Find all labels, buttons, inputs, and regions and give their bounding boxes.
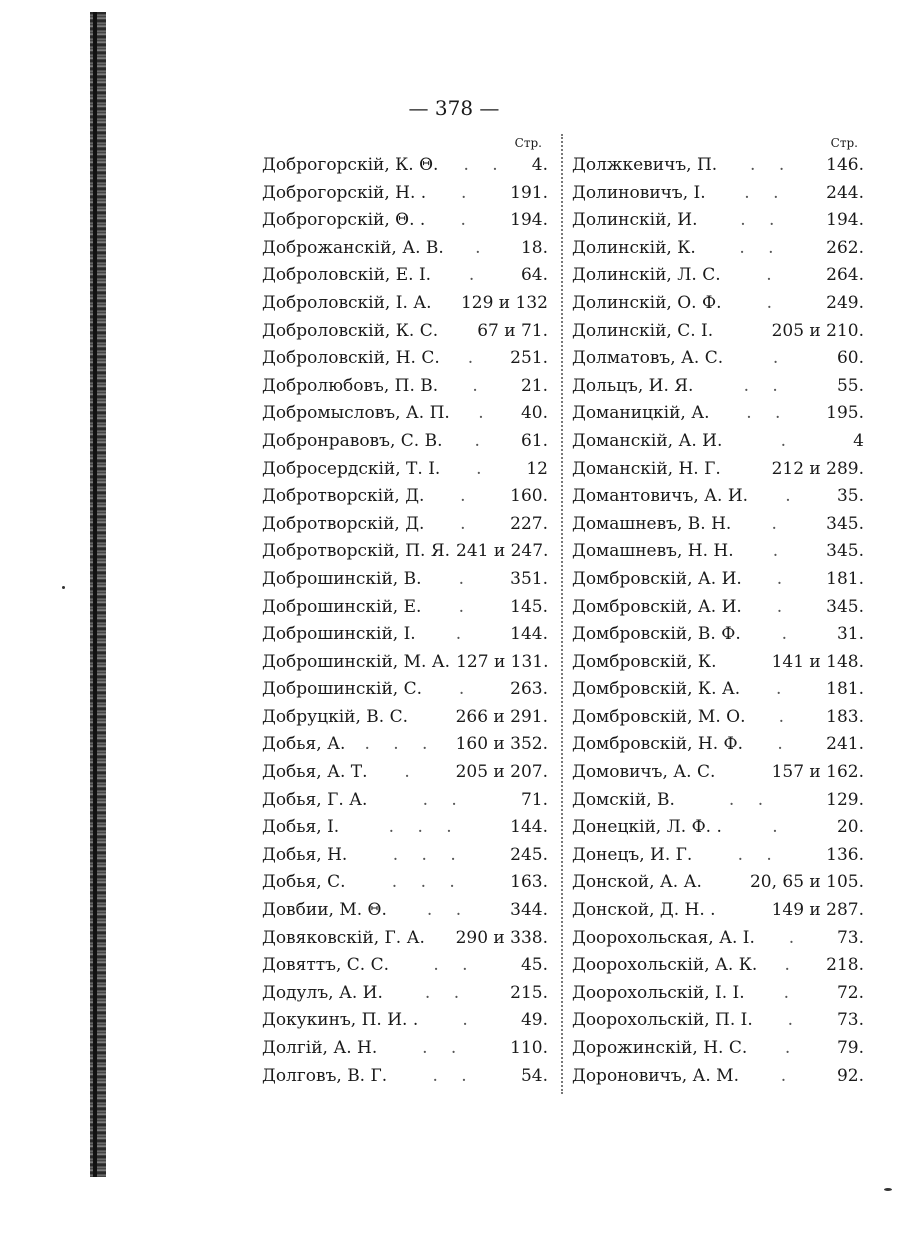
entry-name: Добротворскій, П. Я. xyxy=(262,541,450,562)
entry-page-ref: 20. xyxy=(836,817,864,838)
index-entry xyxy=(262,345,548,373)
entry-page-ref: 212 и 289. xyxy=(771,458,864,479)
entry-name: Доброловскій, К. С. xyxy=(262,320,439,341)
leader-dots: . . xyxy=(744,182,788,203)
entry-page-ref: 345. xyxy=(826,513,864,534)
entry-name: Добья, I. xyxy=(262,817,340,838)
entry-list-right xyxy=(572,152,864,1090)
entry-name: Доброшинскій, I. xyxy=(262,624,416,645)
index-entry xyxy=(572,483,864,511)
entry-page-ref: 160 и 352. xyxy=(455,734,548,755)
entry-name: Добролюбовъ, П. В. xyxy=(262,375,439,396)
entry-name: Добья, А. xyxy=(262,734,346,755)
entry-page-ref: 40. xyxy=(520,403,548,424)
entry-name: Добруцкій, В. С. xyxy=(262,706,409,727)
index-entry xyxy=(572,621,864,649)
entry-page-ref: 251. xyxy=(510,348,548,369)
index-entry xyxy=(572,1007,864,1035)
index-entry xyxy=(262,483,548,511)
index-entry xyxy=(572,731,864,759)
leader-dots: . xyxy=(785,486,800,507)
leader-dots: . . xyxy=(422,789,466,810)
entry-page-ref: 205 и 210. xyxy=(771,320,864,341)
leader-dots: . xyxy=(781,624,797,645)
page-number-header: — 378 — xyxy=(408,96,500,120)
leader-dots: . xyxy=(474,430,489,451)
entry-page-ref: 129 и 132 xyxy=(460,292,548,313)
leader-dots: . xyxy=(775,679,791,700)
leader-dots: . . xyxy=(433,955,477,976)
leader-dots: . . . xyxy=(364,734,437,755)
entry-page-ref: 241 и 247. xyxy=(456,541,549,562)
entry-page-ref: 191. xyxy=(510,182,548,203)
leader-dots: . xyxy=(766,265,781,286)
entry-page-ref: 49. xyxy=(520,1010,548,1031)
scan-speck xyxy=(884,1188,892,1191)
leader-dots: . . xyxy=(422,1038,466,1058)
entry-name: Долинскій, С. I. xyxy=(572,320,714,341)
entry-page-ref: 31. xyxy=(836,624,864,645)
entry-name: Донской, А. А. xyxy=(572,872,702,893)
entry-page-ref: 146. xyxy=(826,155,864,175)
leader-dots: . xyxy=(766,292,782,313)
index-entry xyxy=(262,814,548,842)
leader-dots: . . xyxy=(750,155,794,175)
index-entry xyxy=(572,152,864,180)
column-label-right: Стр. xyxy=(830,136,858,150)
entry-name: Доброгорскій, Н. . xyxy=(262,182,427,203)
leader-dots: . . xyxy=(743,375,787,396)
entry-name: Доброгорскій, Θ. . xyxy=(262,210,426,231)
index-entry xyxy=(262,759,548,787)
entry-name: Дольцъ, И. Я. xyxy=(572,375,694,396)
index-entry xyxy=(572,842,864,870)
entry-page-ref: 72. xyxy=(836,982,864,1003)
entry-page-ref: 4. xyxy=(531,155,548,175)
index-entry xyxy=(262,1035,548,1063)
index-entry xyxy=(262,594,548,622)
entry-page-ref: 110. xyxy=(510,1038,548,1058)
entry-name: Дороновичъ, А. М. xyxy=(572,1065,739,1086)
entry-page-ref: 290 и 338. xyxy=(455,927,548,948)
entry-name: Добья, С. xyxy=(262,872,346,893)
leader-dots: . xyxy=(472,375,487,396)
entry-name: Докукинъ, П. И. . xyxy=(262,1010,419,1031)
leader-dots: . . xyxy=(739,237,783,258)
entry-page-ref: 54. xyxy=(520,1065,548,1086)
entry-name: Доорохольскій, А. К. xyxy=(572,955,758,976)
leader-dots: . . . xyxy=(391,872,464,893)
entry-page-ref: 345. xyxy=(826,596,864,617)
index-entry xyxy=(572,428,864,456)
entry-page-ref: 60. xyxy=(836,348,864,369)
index-entry xyxy=(262,262,548,290)
entry-name: Доброшинскій, В. xyxy=(262,568,422,589)
index-entry xyxy=(262,290,548,318)
index-entry xyxy=(262,511,548,539)
leader-dots: . . xyxy=(463,155,507,175)
entry-name: Домбровскій, М. О. xyxy=(572,706,746,727)
index-entry xyxy=(262,400,548,428)
entry-page-ref: 160. xyxy=(510,486,548,507)
leader-dots: . xyxy=(776,596,792,617)
leader-dots: . xyxy=(458,679,474,700)
index-entry xyxy=(572,373,864,401)
leader-dots: . xyxy=(784,1038,800,1058)
index-entry xyxy=(262,869,548,897)
leader-dots: . xyxy=(787,1010,803,1031)
index-entry xyxy=(572,897,864,925)
entry-name: Доброловскій, I. А. xyxy=(262,292,432,313)
index-entry xyxy=(572,262,864,290)
entry-name: Доманицкій, А. xyxy=(572,403,710,424)
leader-dots: . xyxy=(460,486,475,507)
leader-dots: . xyxy=(460,513,475,534)
leader-dots: . . . xyxy=(388,817,461,838)
entry-page-ref: 79. xyxy=(836,1038,864,1058)
index-entry xyxy=(262,207,548,235)
entry-name: Домбровскій, А. И. xyxy=(572,568,742,589)
entry-name: Долиновичъ, I. xyxy=(572,182,706,203)
leader-dots: . xyxy=(777,734,792,755)
entry-page-ref: 249. xyxy=(826,292,864,313)
entry-page-ref: 218. xyxy=(826,955,864,976)
entry-name: Добья, А. Т. xyxy=(262,762,368,783)
entry-name: Доорохольская, А. I. xyxy=(572,927,755,948)
leader-dots: . xyxy=(788,927,804,948)
index-entry xyxy=(572,649,864,677)
entry-name: Добья, Г. А. xyxy=(262,789,368,810)
entry-name: Доорохольскій, П. I. xyxy=(572,1010,753,1031)
leader-dots: . . xyxy=(424,982,469,1003)
leader-dots: . xyxy=(780,1065,796,1086)
leader-dots: . xyxy=(772,348,788,369)
entry-name: Добротворскій, Д. xyxy=(262,513,425,534)
index-entry xyxy=(262,621,548,649)
entry-page-ref: 20, 65 и 105. xyxy=(749,872,864,893)
index-entry xyxy=(572,676,864,704)
entry-name: Долинскій, Л. С. xyxy=(572,265,721,286)
entry-name: Добротворскій, Д. xyxy=(262,486,425,507)
entry-name: Доорохольскій, I. I. xyxy=(572,982,745,1003)
entry-page-ref: 181. xyxy=(826,568,864,589)
leader-dots: . xyxy=(784,955,799,976)
entry-name: Доброшинскій, М. А. xyxy=(262,651,451,672)
leader-dots: . xyxy=(772,541,788,562)
leader-dots: . xyxy=(404,762,419,783)
leader-dots: . . xyxy=(746,403,790,424)
index-entry xyxy=(572,400,864,428)
entry-page-ref: 345. xyxy=(826,541,864,562)
leader-dots: . xyxy=(780,430,795,451)
index-entry xyxy=(262,318,548,346)
entry-name: Долматовъ, А. С. xyxy=(572,348,724,369)
entry-page-ref: 145. xyxy=(510,596,548,617)
index-entry xyxy=(572,787,864,815)
entry-page-ref: 195. xyxy=(826,403,864,424)
index-entry xyxy=(572,952,864,980)
entry-name: Доманскій, Н. Г. xyxy=(572,458,721,479)
entry-page-ref: 194. xyxy=(826,210,864,231)
entry-name: Добронравовъ, С. В. xyxy=(262,430,443,451)
index-entry xyxy=(572,235,864,263)
index-entry xyxy=(572,759,864,787)
entry-name: Долинскій, О. Ф. xyxy=(572,292,722,313)
entry-name: Дорожинскій, Н. С. xyxy=(572,1038,748,1058)
scan-speck xyxy=(62,586,65,589)
leader-dots: . . xyxy=(740,210,784,231)
entry-page-ref: 205 и 207. xyxy=(455,762,548,783)
index-entry xyxy=(262,428,548,456)
entry-name: Добья, Н. xyxy=(262,844,348,865)
index-entry xyxy=(262,235,548,263)
index-entry xyxy=(572,538,864,566)
entry-name: Доброжанскій, А. В. xyxy=(262,237,444,258)
index-column-right xyxy=(572,134,864,1090)
index-entry xyxy=(262,180,548,208)
index-entry xyxy=(572,1035,864,1063)
leader-dots: . xyxy=(458,568,474,589)
entry-page-ref: 71. xyxy=(520,789,548,810)
index-entry xyxy=(572,511,864,539)
entry-page-ref: 4 xyxy=(853,430,864,451)
index-entry xyxy=(262,1063,548,1091)
index-entry xyxy=(572,869,864,897)
index-entry xyxy=(262,152,548,180)
entry-name: Довяковскій, Г. А. xyxy=(262,927,425,948)
index-entry xyxy=(572,814,864,842)
entry-page-ref: 73. xyxy=(836,1010,864,1031)
entry-page-ref: 183. xyxy=(826,706,864,727)
entry-page-ref: 244. xyxy=(826,182,864,203)
leader-dots: . xyxy=(771,513,786,534)
entry-page-ref: 351. xyxy=(510,568,548,589)
entry-name: Доброшинскій, Е. xyxy=(262,596,422,617)
entry-page-ref: 92. xyxy=(836,1065,864,1086)
index-entry xyxy=(262,456,548,484)
entry-page-ref: 12 xyxy=(526,458,548,479)
index-entry xyxy=(262,373,548,401)
index-entry xyxy=(572,345,864,373)
entry-name: Домантовичъ, А. И. xyxy=(572,486,749,507)
index-entry xyxy=(572,566,864,594)
entry-page-ref: 129. xyxy=(826,789,864,810)
entry-page-ref: 163. xyxy=(510,872,548,893)
entry-name: Доброшинскій, С. xyxy=(262,679,423,700)
entry-page-ref: 194. xyxy=(510,210,548,231)
entry-page-ref: 144. xyxy=(510,817,548,838)
entry-page-ref: 73. xyxy=(836,927,864,948)
leader-dots: . xyxy=(778,706,794,727)
entry-name: Домашневъ, В. Н. xyxy=(572,513,732,534)
entry-list-left xyxy=(262,152,548,1090)
entry-name: Долинскій, К. xyxy=(572,237,696,258)
entry-page-ref: 141 и 148. xyxy=(771,651,864,672)
entry-page-ref: 241. xyxy=(826,734,864,755)
entry-page-ref: 67 и 71. xyxy=(477,320,548,341)
index-entry xyxy=(262,649,548,677)
entry-page-ref: 181. xyxy=(826,679,864,700)
leader-dots: . xyxy=(460,210,475,231)
entry-name: Долговъ, В. Г. xyxy=(262,1065,388,1086)
entry-name: Донской, Д. Н. . xyxy=(572,900,716,921)
entry-name: Домбровскій, В. Ф. xyxy=(572,624,741,645)
index-entry xyxy=(262,925,548,953)
binding-shadow xyxy=(93,12,97,1177)
index-entry xyxy=(262,787,548,815)
index-entry xyxy=(572,456,864,484)
leader-dots: . . xyxy=(432,1065,476,1086)
entry-name: Домбровскій, Н. Ф. xyxy=(572,734,744,755)
entry-name: Добромысловъ, А. П. xyxy=(262,403,450,424)
entry-name: Доброловскій, Н. С. xyxy=(262,348,440,369)
entry-page-ref: 21. xyxy=(520,375,548,396)
entry-name: Домбровскій, К. А. xyxy=(572,679,741,700)
index-entry xyxy=(572,980,864,1008)
entry-name: Доманскій, А. И. xyxy=(572,430,723,451)
entry-page-ref: 263. xyxy=(510,679,548,700)
entry-page-ref: 64. xyxy=(520,265,548,286)
entry-name: Долгій, А. Н. xyxy=(262,1038,378,1058)
entry-name: Донецъ, И. Г. xyxy=(572,844,693,865)
entry-name: Довяттъ, С. С. xyxy=(262,955,390,976)
entry-page-ref: 127 и 131. xyxy=(456,651,549,672)
index-entry xyxy=(262,897,548,925)
entry-name: Домбровскій, К. xyxy=(572,651,717,672)
leader-dots: . . xyxy=(426,900,471,921)
index-column-left xyxy=(262,134,548,1090)
index-entry xyxy=(262,566,548,594)
entry-page-ref: 35. xyxy=(836,486,864,507)
index-entry xyxy=(572,594,864,622)
index-entry xyxy=(262,842,548,870)
index-entry xyxy=(262,980,548,1008)
entry-page-ref: 144. xyxy=(510,624,548,645)
entry-name: Довбии, М. Θ. xyxy=(262,900,387,921)
entry-page-ref: 18. xyxy=(520,237,548,258)
leader-dots: . xyxy=(783,982,798,1003)
entry-page-ref: 45. xyxy=(520,955,548,976)
entry-page-ref: 55. xyxy=(836,375,864,396)
entry-name: Добросердскій, Т. I. xyxy=(262,458,441,479)
leader-dots: . xyxy=(475,237,490,258)
index-entry xyxy=(262,704,548,732)
index-entry xyxy=(262,676,548,704)
entry-name: Донецкій, Л. Ф. . xyxy=(572,817,722,838)
leader-dots: . xyxy=(772,817,787,838)
index-entry xyxy=(572,207,864,235)
entry-page-ref: 215. xyxy=(510,982,548,1003)
column-divider xyxy=(561,134,563,1094)
leader-dots: . . xyxy=(728,789,773,810)
entry-name: Домбровскій, А. И. xyxy=(572,596,742,617)
entry-name: Додулъ, А. И. xyxy=(262,982,383,1003)
leader-dots: . xyxy=(458,596,473,617)
entry-page-ref: 266 и 291. xyxy=(455,706,548,727)
entry-name: Должкевичъ, П. xyxy=(572,155,718,175)
leader-dots: . xyxy=(460,182,476,203)
entry-page-ref: 157 и 162. xyxy=(771,762,864,783)
index-entry xyxy=(572,925,864,953)
entry-page-ref: 262. xyxy=(826,237,864,258)
index-entry xyxy=(572,704,864,732)
entry-name: Долинскій, И. xyxy=(572,210,698,231)
leader-dots: . . . xyxy=(392,844,465,865)
entry-page-ref: 245. xyxy=(510,844,548,865)
entry-name: Домскій, В. xyxy=(572,789,675,810)
leader-dots: . xyxy=(467,348,483,369)
entry-name: Домовичъ, А. С. xyxy=(572,762,716,783)
leader-dots: . xyxy=(455,624,471,645)
entry-page-ref: 344. xyxy=(510,900,548,921)
entry-name: Доброловскій, Е. I. xyxy=(262,265,432,286)
entry-page-ref: 149 и 287. xyxy=(771,900,864,921)
index-entry xyxy=(262,1007,548,1035)
column-label-left: Стр. xyxy=(514,136,542,150)
leader-dots: . xyxy=(476,458,491,479)
leader-dots: . . xyxy=(737,844,781,865)
index-entry xyxy=(572,180,864,208)
leader-dots: . xyxy=(468,265,484,286)
index-entry xyxy=(262,952,548,980)
index-entry xyxy=(572,290,864,318)
entry-page-ref: 136. xyxy=(826,844,864,865)
index-entry xyxy=(262,731,548,759)
entry-name: Домашневъ, Н. Н. xyxy=(572,541,734,562)
entry-name: Доброгорскій, К. Θ. xyxy=(262,155,439,175)
index-entry xyxy=(262,538,548,566)
leader-dots: . xyxy=(462,1010,477,1031)
leader-dots: . xyxy=(478,403,493,424)
entry-page-ref: 264. xyxy=(826,265,864,286)
leader-dots: . xyxy=(776,568,792,589)
entry-page-ref: 227. xyxy=(510,513,548,534)
index-entry xyxy=(572,1063,864,1091)
index-entry xyxy=(572,318,864,346)
entry-page-ref: 61. xyxy=(520,430,548,451)
